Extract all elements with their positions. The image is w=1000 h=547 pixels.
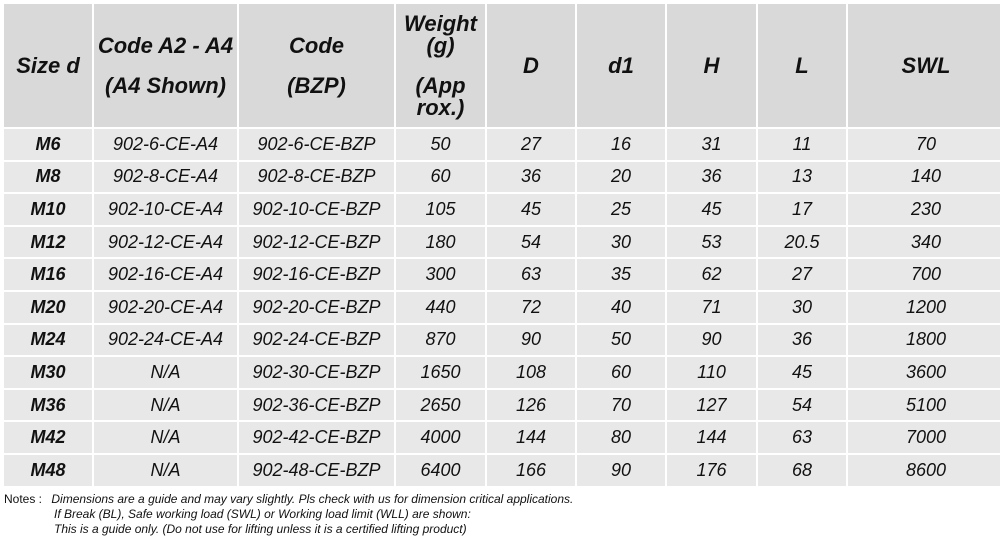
header-line: SWL (901, 52, 951, 78)
cell-h: 31 (667, 129, 756, 160)
cell-h: 45 (667, 194, 756, 225)
header-line: (App (415, 72, 466, 98)
header-line: Weight (404, 10, 477, 36)
cell-h: 62 (667, 259, 756, 290)
column-header-code-bzp (239, 4, 394, 127)
cell-code-a2-a4: 902-12-CE-A4 (94, 227, 237, 258)
cell-l: 13 (758, 162, 846, 193)
cell-code-a2-a4: 902-10-CE-A4 (94, 194, 237, 225)
cell-code-a2-a4: N/A (94, 357, 237, 388)
table-row (4, 227, 1000, 258)
cell-weight: 1650 (396, 357, 485, 388)
cell-swl: 5100 (848, 390, 1000, 421)
cell-code-a2-a4: 902-8-CE-A4 (94, 162, 237, 193)
cell-h: 176 (667, 455, 756, 486)
header-line: Code A2 - A4 (97, 32, 234, 58)
column-header-weight (396, 4, 485, 127)
cell-swl: 700 (848, 259, 1000, 290)
cell-code-a2-a4: 902-6-CE-A4 (94, 129, 237, 160)
notes-label: Notes : (4, 492, 43, 506)
table-row (4, 292, 1000, 323)
notes-line-1: Dimensions are a guide and may vary slightly. Pls check with us for dimension critical applications. (51, 492, 574, 506)
cell-size: M30 (4, 357, 92, 388)
cell-code-a2-a4: 902-24-CE-A4 (94, 325, 237, 356)
cell-h: 53 (667, 227, 756, 258)
cell-weight: 180 (396, 227, 485, 258)
cell-code-bzp: 902-24-CE-BZP (239, 325, 394, 356)
cell-d: 108 (487, 357, 575, 388)
cell-d1: 40 (577, 292, 665, 323)
cell-d1: 60 (577, 357, 665, 388)
cell-l: 30 (758, 292, 846, 323)
column-header-d (487, 4, 575, 127)
cell-size: M10 (4, 194, 92, 225)
cell-code-bzp: 902-42-CE-BZP (239, 422, 394, 453)
cell-size: M20 (4, 292, 92, 323)
table-row (4, 259, 1000, 290)
header-line: D (523, 52, 539, 78)
cell-code-bzp: 902-36-CE-BZP (239, 390, 394, 421)
table-row (4, 357, 1000, 388)
cell-d1: 80 (577, 422, 665, 453)
cell-size: M12 (4, 227, 92, 258)
header-row (4, 4, 1000, 127)
cell-l: 17 (758, 194, 846, 225)
cell-size: M24 (4, 325, 92, 356)
table-row (4, 325, 1000, 356)
table-row (4, 129, 1000, 160)
cell-weight: 2650 (396, 390, 485, 421)
cell-l: 54 (758, 390, 846, 421)
cell-weight: 105 (396, 194, 485, 225)
cell-d: 36 (487, 162, 575, 193)
cell-size: M6 (4, 129, 92, 160)
cell-weight: 440 (396, 292, 485, 323)
header-line: rox.) (416, 94, 465, 120)
cell-swl: 230 (848, 194, 1000, 225)
cell-l: 45 (758, 357, 846, 388)
cell-d: 126 (487, 390, 575, 421)
header-line: Code (289, 32, 344, 58)
cell-d1: 30 (577, 227, 665, 258)
cell-d1: 90 (577, 455, 665, 486)
cell-code-bzp: 902-10-CE-BZP (239, 194, 394, 225)
cell-code-bzp: 902-20-CE-BZP (239, 292, 394, 323)
cell-h: 90 (667, 325, 756, 356)
cell-code-bzp: 902-16-CE-BZP (239, 259, 394, 290)
cell-l: 11 (758, 129, 846, 160)
header-line: (A4 Shown) (105, 72, 226, 98)
notes (4, 492, 573, 537)
column-header-size (4, 4, 92, 127)
table-row (4, 162, 1000, 193)
cell-weight: 870 (396, 325, 485, 356)
table-row (4, 455, 1000, 486)
cell-d1: 25 (577, 194, 665, 225)
header-line: L (795, 52, 809, 78)
cell-swl: 1800 (848, 325, 1000, 356)
header-line (396, 57, 485, 75)
cell-d1: 35 (577, 259, 665, 290)
cell-weight: 4000 (396, 422, 485, 453)
cell-d1: 16 (577, 129, 665, 160)
cell-size: M16 (4, 259, 92, 290)
cell-swl: 340 (848, 227, 1000, 258)
table-row (4, 422, 1000, 453)
header-line: H (703, 52, 720, 78)
cell-code-a2-a4: 902-16-CE-A4 (94, 259, 237, 290)
cell-d: 144 (487, 422, 575, 453)
cell-swl: 70 (848, 129, 1000, 160)
notes-line-2: If Break (BL), Safe working load (SWL) or Working load limit (WLL) are shown: (54, 507, 471, 521)
cell-d: 166 (487, 455, 575, 486)
cell-d: 63 (487, 259, 575, 290)
cell-h: 127 (667, 390, 756, 421)
cell-d: 54 (487, 227, 575, 258)
cell-size: M48 (4, 455, 92, 486)
header-line: (BZP) (287, 72, 346, 98)
cell-d1: 70 (577, 390, 665, 421)
cell-h: 71 (667, 292, 756, 323)
cell-swl: 140 (848, 162, 1000, 193)
cell-h: 110 (667, 357, 756, 388)
cell-swl: 3600 (848, 357, 1000, 388)
cell-code-bzp: 902-8-CE-BZP (239, 162, 394, 193)
cell-d: 27 (487, 129, 575, 160)
cell-l: 36 (758, 325, 846, 356)
cell-code-bzp: 902-6-CE-BZP (239, 129, 394, 160)
header-line: Size d (16, 52, 80, 78)
cell-l: 20.5 (758, 227, 846, 258)
notes-line-3: This is a guide only. (Do not use for lifting unless it is a certified lifting product) (54, 522, 467, 536)
cell-code-bzp: 902-30-CE-BZP (239, 357, 394, 388)
cell-h: 36 (667, 162, 756, 193)
cell-weight: 300 (396, 259, 485, 290)
cell-weight: 50 (396, 129, 485, 160)
header-line (239, 57, 394, 75)
cell-d: 90 (487, 325, 575, 356)
cell-code-bzp: 902-12-CE-BZP (239, 227, 394, 258)
cell-code-bzp: 902-48-CE-BZP (239, 455, 394, 486)
cell-size: M42 (4, 422, 92, 453)
cell-d: 72 (487, 292, 575, 323)
cell-swl: 1200 (848, 292, 1000, 323)
cell-l: 68 (758, 455, 846, 486)
cell-code-a2-a4: N/A (94, 455, 237, 486)
column-header-swl (848, 4, 1000, 127)
header-line: (g) (426, 32, 455, 58)
spec-table (2, 2, 1000, 488)
cell-code-a2-a4: 902-20-CE-A4 (94, 292, 237, 323)
cell-weight: 60 (396, 162, 485, 193)
cell-d1: 50 (577, 325, 665, 356)
cell-swl: 8600 (848, 455, 1000, 486)
header-line: d1 (608, 52, 634, 78)
header-line (94, 57, 237, 75)
cell-d1: 20 (577, 162, 665, 193)
cell-code-a2-a4: N/A (94, 390, 237, 421)
cell-weight: 6400 (396, 455, 485, 486)
column-header-h (667, 4, 756, 127)
cell-size: M8 (4, 162, 92, 193)
column-header-code-a2-a4 (94, 4, 237, 127)
cell-d: 45 (487, 194, 575, 225)
cell-l: 63 (758, 422, 846, 453)
table-row (4, 194, 1000, 225)
cell-code-a2-a4: N/A (94, 422, 237, 453)
table-row (4, 390, 1000, 421)
column-header-d1 (577, 4, 665, 127)
cell-l: 27 (758, 259, 846, 290)
cell-h: 144 (667, 422, 756, 453)
column-header-l (758, 4, 846, 127)
cell-size: M36 (4, 390, 92, 421)
cell-swl: 7000 (848, 422, 1000, 453)
